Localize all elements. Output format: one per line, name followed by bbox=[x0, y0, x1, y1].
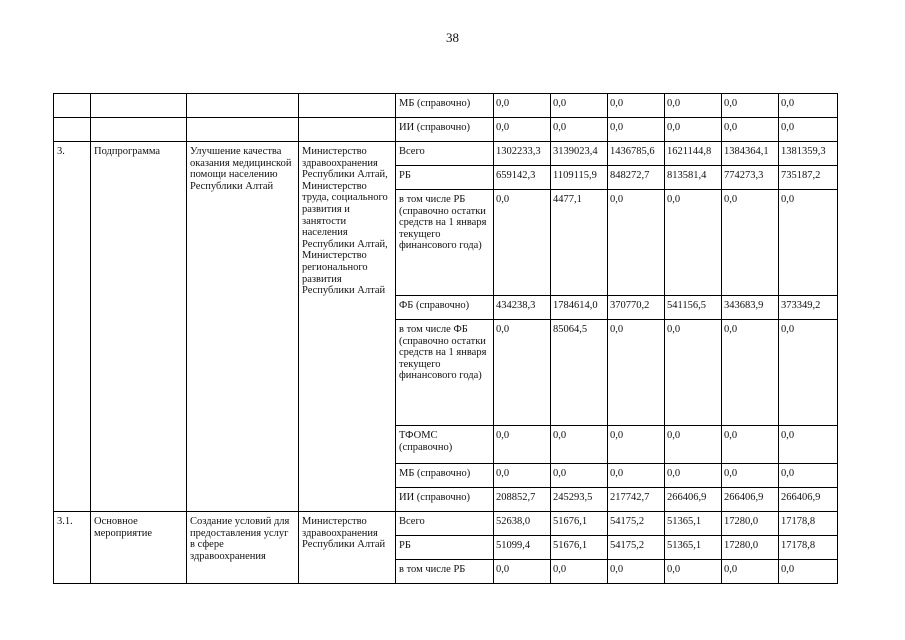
cell-goal bbox=[187, 118, 299, 142]
cell-value: 17178,8 bbox=[779, 512, 838, 536]
cell-value: 0,0 bbox=[665, 94, 722, 118]
cell-value: 0,0 bbox=[665, 560, 722, 584]
table-row bbox=[54, 118, 838, 142]
cell-number: 3. bbox=[54, 142, 91, 512]
cell-value: 1436785,6 bbox=[608, 142, 665, 166]
cell-value: 0,0 bbox=[665, 320, 722, 426]
cell-value: 0,0 bbox=[779, 320, 838, 426]
cell-value: 848272,7 bbox=[608, 166, 665, 190]
cell-source: МБ (справочно) bbox=[396, 464, 494, 488]
table-row bbox=[54, 142, 838, 166]
cell-value: 0,0 bbox=[608, 426, 665, 464]
cell-name: Подпрограмма bbox=[91, 142, 187, 512]
cell-value: 370770,2 bbox=[608, 296, 665, 320]
cell-executor: Министерство здравоохранения Республики Алтай, Министерство труда, социального развития и занятости населения Республики Алтай, Министерство регионального развития Республики Алтай bbox=[299, 142, 396, 512]
cell-value: 0,0 bbox=[722, 560, 779, 584]
cell-value: 0,0 bbox=[665, 118, 722, 142]
cell-value: 208852,7 bbox=[494, 488, 551, 512]
cell-number: 3.1. bbox=[54, 512, 91, 584]
cell-value: 0,0 bbox=[494, 118, 551, 142]
cell-source: Всего bbox=[396, 512, 494, 536]
cell-value: 0,0 bbox=[494, 464, 551, 488]
cell-value: 0,0 bbox=[779, 190, 838, 296]
cell-value: 0,0 bbox=[779, 464, 838, 488]
cell-value: 735187,2 bbox=[779, 166, 838, 190]
page-number: 38 bbox=[446, 30, 459, 45]
cell-executor bbox=[299, 118, 396, 142]
cell-source: ИИ (справочно) bbox=[396, 118, 494, 142]
funding-table bbox=[53, 93, 838, 584]
cell-value: 1784614,0 bbox=[551, 296, 608, 320]
cell-value: 4477,1 bbox=[551, 190, 608, 296]
cell-value: 0,0 bbox=[551, 426, 608, 464]
cell-name bbox=[91, 94, 187, 118]
cell-value: 0,0 bbox=[551, 560, 608, 584]
cell-value: 0,0 bbox=[494, 190, 551, 296]
cell-value: 17280,0 bbox=[722, 512, 779, 536]
cell-value: 0,0 bbox=[551, 464, 608, 488]
cell-value: 774273,3 bbox=[722, 166, 779, 190]
cell-value: 0,0 bbox=[608, 190, 665, 296]
cell-value: 3139023,4 bbox=[551, 142, 608, 166]
cell-value: 373349,2 bbox=[779, 296, 838, 320]
cell-value: 0,0 bbox=[608, 320, 665, 426]
cell-source: РБ bbox=[396, 166, 494, 190]
cell-name bbox=[91, 118, 187, 142]
table-row bbox=[54, 94, 838, 118]
cell-value: 266406,9 bbox=[722, 488, 779, 512]
cell-value: 17280,0 bbox=[722, 536, 779, 560]
cell-goal: Создание условий для предоставления услуг в сфере здравоохранения bbox=[187, 512, 299, 584]
cell-value: 0,0 bbox=[722, 118, 779, 142]
cell-value: 0,0 bbox=[551, 94, 608, 118]
cell-name: Основное мероприятие bbox=[91, 512, 187, 584]
cell-source: ИИ (справочно) bbox=[396, 488, 494, 512]
cell-source: РБ bbox=[396, 536, 494, 560]
cell-value: 0,0 bbox=[779, 94, 838, 118]
cell-executor: Министерство здравоохранения Республики Алтай bbox=[299, 512, 396, 584]
cell-value: 0,0 bbox=[722, 320, 779, 426]
cell-value: 0,0 bbox=[722, 426, 779, 464]
cell-value: 0,0 bbox=[779, 560, 838, 584]
cell-value: 17178,8 bbox=[779, 536, 838, 560]
cell-value: 0,0 bbox=[779, 118, 838, 142]
cell-source: МБ (справочно) bbox=[396, 94, 494, 118]
cell-value: 266406,9 bbox=[779, 488, 838, 512]
cell-value: 54175,2 bbox=[608, 512, 665, 536]
cell-value: 1381359,3 bbox=[779, 142, 838, 166]
cell-source: в том числе ФБ (справочно остатки средств на 1 января текущего финансового года) bbox=[396, 320, 494, 426]
cell-value: 0,0 bbox=[665, 426, 722, 464]
cell-value: 1621144,8 bbox=[665, 142, 722, 166]
cell-value: 1109115,9 bbox=[551, 166, 608, 190]
cell-value: 541156,5 bbox=[665, 296, 722, 320]
cell-value: 0,0 bbox=[608, 118, 665, 142]
cell-number bbox=[54, 118, 91, 142]
cell-value: 0,0 bbox=[494, 94, 551, 118]
cell-value: 0,0 bbox=[608, 94, 665, 118]
cell-value: 659142,3 bbox=[494, 166, 551, 190]
cell-source: Всего bbox=[396, 142, 494, 166]
cell-value: 0,0 bbox=[608, 464, 665, 488]
cell-value: 0,0 bbox=[722, 94, 779, 118]
cell-value: 434238,3 bbox=[494, 296, 551, 320]
cell-goal bbox=[187, 94, 299, 118]
cell-value: 51676,1 bbox=[551, 512, 608, 536]
cell-value: 0,0 bbox=[608, 560, 665, 584]
cell-executor bbox=[299, 94, 396, 118]
cell-value: 51365,1 bbox=[665, 512, 722, 536]
cell-value: 217742,7 bbox=[608, 488, 665, 512]
cell-source: ТФОМС (справочно) bbox=[396, 426, 494, 464]
cell-value: 54175,2 bbox=[608, 536, 665, 560]
cell-value: 0,0 bbox=[551, 118, 608, 142]
cell-value: 0,0 bbox=[494, 320, 551, 426]
cell-value: 0,0 bbox=[494, 560, 551, 584]
cell-value: 0,0 bbox=[494, 426, 551, 464]
cell-source: в том числе РБ (справочно остатки средств на 1 января текущего финансового года) bbox=[396, 190, 494, 296]
cell-value: 813581,4 bbox=[665, 166, 722, 190]
cell-value: 1302233,3 bbox=[494, 142, 551, 166]
cell-value: 51099,4 bbox=[494, 536, 551, 560]
cell-value: 266406,9 bbox=[665, 488, 722, 512]
cell-value: 0,0 bbox=[722, 190, 779, 296]
cell-value: 0,0 bbox=[665, 464, 722, 488]
cell-value: 51676,1 bbox=[551, 536, 608, 560]
cell-source: ФБ (справочно) bbox=[396, 296, 494, 320]
cell-value: 85064,5 bbox=[551, 320, 608, 426]
cell-source: в том числе РБ bbox=[396, 560, 494, 584]
cell-value: 0,0 bbox=[779, 426, 838, 464]
cell-value: 343683,9 bbox=[722, 296, 779, 320]
cell-value: 245293,5 bbox=[551, 488, 608, 512]
cell-value: 0,0 bbox=[665, 190, 722, 296]
cell-value: 51365,1 bbox=[665, 536, 722, 560]
cell-value: 52638,0 bbox=[494, 512, 551, 536]
cell-goal: Улучшение качества оказания медицинской помощи населению Республики Алтай bbox=[187, 142, 299, 512]
table-row bbox=[54, 512, 838, 536]
cell-value: 1384364,1 bbox=[722, 142, 779, 166]
cell-number bbox=[54, 94, 91, 118]
cell-value: 0,0 bbox=[722, 464, 779, 488]
